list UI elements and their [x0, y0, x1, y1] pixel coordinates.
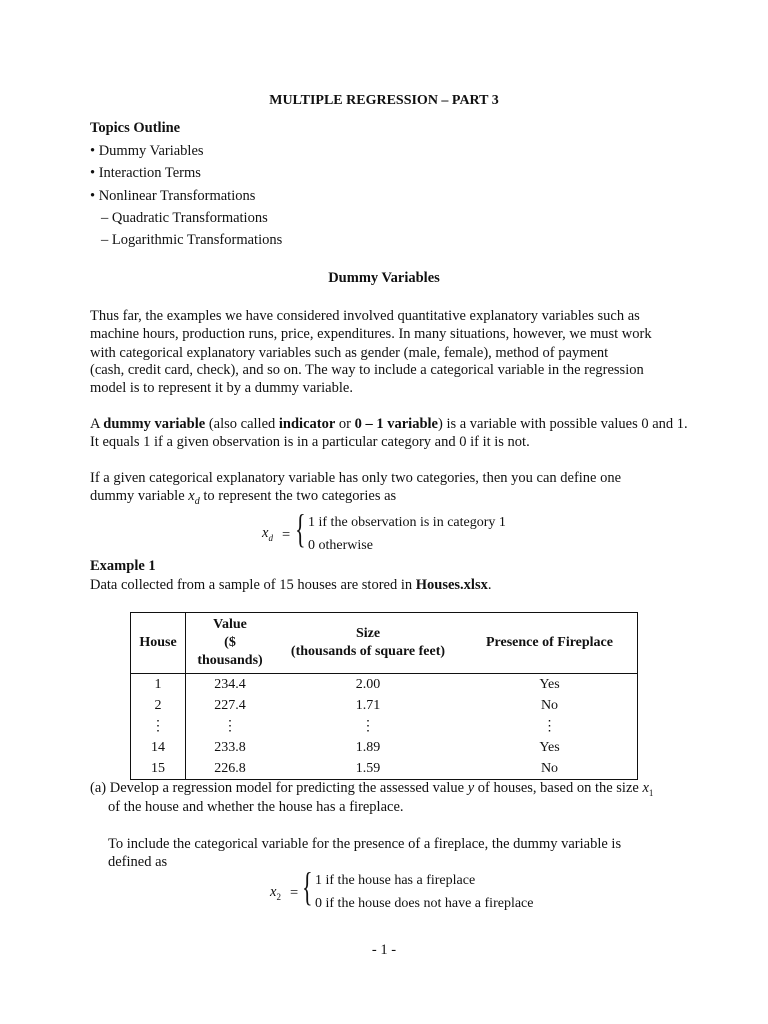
definition-line: It equals 1 if a given observation is in a particular category and 0 if it is not.: [90, 434, 530, 450]
paragraph-line: dummy variable $x_d$ to represent the two categories as: [90, 488, 397, 507]
paragraph-line: If a given categorical explanatory variable has only two categories, then you can define one: [90, 470, 622, 486]
paragraph-line: with categorical explanatory variables such as gender (male, female), method of payment: [90, 345, 609, 361]
example-heading: Example 1: [90, 558, 156, 574]
paragraph-line: Thus far, the examples we have considered involved quantitative explanatory variables such as: [90, 308, 640, 324]
outline-subitem: – Logarithmic Transformations: [101, 232, 283, 248]
houses-table: [130, 612, 638, 780]
table-row: 14 233.8 1.89 Yes: [131, 737, 638, 758]
page-title: MULTIPLE REGRESSION – PART 3: [269, 93, 499, 108]
outline-heading: Topics Outline: [90, 120, 181, 136]
definition-line: A dummy variable (also called indicator or 0 – 1 variable) is a variable with possible values 0 and 1.: [90, 416, 688, 432]
column-header: House: [131, 613, 186, 674]
outline-item: • Dummy Variables: [90, 143, 204, 159]
outline-item: • Nonlinear Transformations: [90, 188, 256, 204]
section-heading: Dummy Variables: [328, 270, 440, 286]
outline-subitem: – Quadratic Transformations: [101, 210, 268, 226]
paragraph-line: defined as: [108, 854, 168, 870]
column-header: Presence of Fireplace: [462, 613, 638, 674]
paragraph-line: To include the categorical variable for the presence of a fireplace, the dummy variable is: [108, 836, 622, 852]
paragraph-line: (cash, credit card, check), and so on. The way to include a categorical variable in the regression: [90, 362, 644, 378]
paragraph-line: model is to represent it by a dummy variable.: [90, 380, 353, 396]
table-row: ⋮ ⋮ ⋮ ⋮: [131, 716, 638, 737]
page-number: - 1 -: [371, 942, 397, 958]
left-brace: {: [302, 864, 313, 909]
left-brace: {: [295, 506, 306, 551]
table-row: 1 234.4 2.00 Yes: [131, 674, 638, 696]
table-row: 15 226.8 1.59 No: [131, 758, 638, 780]
column-header: Value ($ thousands): [186, 613, 275, 674]
column-header: Size (thousands of square feet): [274, 613, 462, 674]
table-row: 2 227.4 1.71 No: [131, 695, 638, 716]
example-text: Data collected from a sample of 15 houses are stored in Houses.xlsx.: [90, 577, 492, 593]
table-header-row: [131, 613, 638, 674]
outline-item: • Interaction Terms: [90, 165, 201, 181]
question-a-line2: of the house and whether the house has a fireplace.: [108, 799, 404, 815]
paragraph-line: machine hours, production runs, price, expenditures. In many situations, however, we must work: [90, 326, 652, 342]
question-a: (a) Develop a regression model for predicting the assessed value y of houses, based on the size $x_1$: [90, 780, 654, 798]
